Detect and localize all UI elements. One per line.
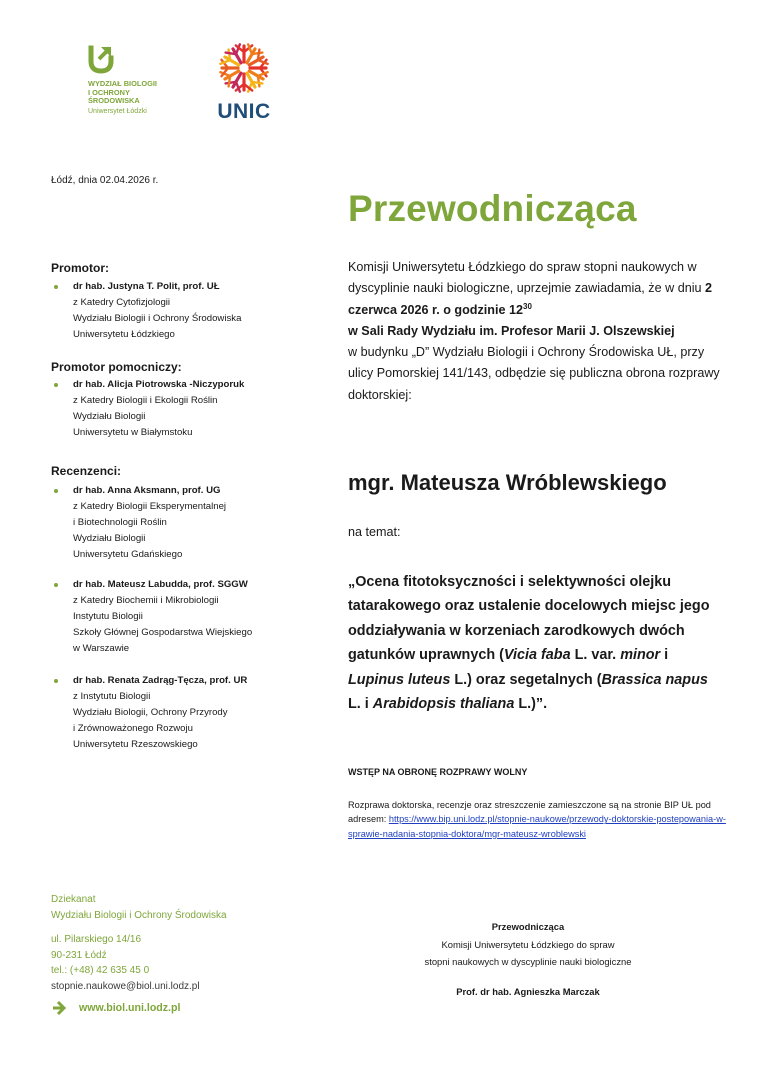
reviewer-entry — [51, 483, 301, 563]
reviewer-line: Wydziału Biologii, Ochrony Przyrody — [73, 707, 228, 718]
page-title: Przewodnicząca — [348, 188, 637, 229]
reviewer-line: Wydziału Biologii — [73, 533, 146, 544]
footer-website[interactable] — [51, 1000, 180, 1016]
defense-place: w Sali Rady Wydziału im. Profesor Marii J. Olszewskiej — [348, 323, 675, 338]
bullet-icon — [54, 383, 58, 387]
signature-line: stopni naukowych w dyscyplinie nauki biologiczne — [424, 956, 632, 968]
co-promotor-heading: Promotor pomocniczy: — [51, 360, 182, 374]
footer-street: ul. Pilarskiego 14/16 — [51, 934, 142, 946]
bullet-icon — [54, 285, 58, 289]
footer-contact — [51, 892, 227, 995]
promotor-line: Wydziału Biologii i Ochrony Środowiska — [73, 313, 242, 324]
reviewer-entry — [51, 673, 301, 753]
bullet-icon — [54, 583, 58, 587]
bullet-icon — [54, 679, 58, 683]
bip-text: Rozprawa doktorska, recenzje oraz streszczenie zamieszczone są na stronie BIP UŁ pod adresem: — [348, 800, 711, 825]
entry-note: WSTĘP NA OBRONĘ ROZPRAWY WOLNY — [348, 767, 528, 777]
promotor-heading: Promotor: — [51, 261, 109, 275]
reviewer-line: Szkoły Głównej Gospodarstwa Wiejskiego — [73, 627, 253, 638]
co-promotor-entry — [51, 377, 301, 441]
reviewer-entry — [51, 577, 301, 657]
reviewer-line: z Instytutu Biologii — [73, 691, 151, 702]
announcement-details: w budynku „D” Wydziału Biologii i Ochrony Środowiska UŁ, przy ulicy Pomorskiej 141/143, odbędzie się publiczna obrona rozprawy doktorskiej: — [348, 345, 720, 402]
footer-phone: tel.: (+48) 42 635 45 0 — [51, 965, 150, 977]
website-link[interactable]: www.biol.uni.lodz.pl — [79, 1002, 181, 1014]
promotor-entry — [51, 279, 301, 343]
defense-date: 2 czerwca 2026 r. o godzinie 12 — [348, 281, 713, 317]
faculty-logo-university: Uniwersytet Łódzki — [88, 107, 147, 115]
signature-block — [390, 918, 666, 1000]
faculty-logo-name: WYDZIAŁ BIOLOGII I OCHRONY ŚRODOWISKA — [88, 79, 157, 106]
faculty-logo-icon — [88, 44, 114, 74]
faculty-logo — [88, 44, 178, 116]
footer-city: 90-231 Łódź — [51, 949, 107, 961]
reviewer-name: dr hab. Mateusz Labudda, prof. SGGW — [73, 579, 248, 590]
co-promotor-line: z Katedry Biologii i Ekologii Roślin — [73, 395, 218, 406]
reviewer-line: z Katedry Biochemii i Mikrobiologii — [73, 595, 219, 606]
document-date: Łódź, dnia 02.04.2026 r. — [51, 175, 159, 186]
arrow-right-icon — [51, 1000, 67, 1016]
candidate-name: mgr. Mateusza Wróblewskiego — [348, 470, 667, 495]
unic-star-icon — [216, 40, 272, 96]
reviewer-line: Uniwersytetu Rzeszowskiego — [73, 739, 198, 750]
thesis-title: „Ocena fitotoksyczności i selektywności olejku tatarakowego oraz ustalenie docelowych miejsc jego oddziaływania w korzeniach zarodkowych dwóch gatunków uprawnych (Vicia faba L. var. minor i Lupinus luteus L.) oraz segetalnych (Brassica napus L. i Arabidopsis thaliana L.)”. — [348, 574, 710, 713]
co-promotor-line: Wydziału Biologii — [73, 411, 146, 422]
footer-faculty: Wydziału Biologii i Ochrony Środowiska — [51, 909, 227, 921]
on-topic-label: na temat: — [348, 525, 401, 539]
reviewer-line: w Warszawie — [73, 643, 130, 654]
promotor-name: dr hab. Justyna T. Polit, prof. UŁ — [73, 281, 220, 292]
reviewer-name: dr hab. Renata Zadrąg-Tęcza, prof. UR — [73, 675, 248, 686]
bip-info — [348, 798, 728, 841]
promotor-line: Uniwersytetu Łódzkiego — [73, 329, 175, 340]
co-promotor-line: Uniwersytetu w Białymstoku — [73, 427, 193, 438]
signature-role: Przewodnicząca — [491, 921, 565, 932]
reviewer-name: dr hab. Anna Aksmann, prof. UG — [73, 485, 221, 496]
reviewers-heading: Recenzenci: — [51, 464, 122, 478]
signature-name: Prof. dr hab. Agnieszka Marczak — [456, 985, 600, 997]
announcement-intro: Komisji Uniwersytetu Łódzkiego do spraw stopni naukowych w dyscyplinie nauki biologiczne, uprzejmie zawiadamia, że w dniu — [348, 260, 706, 296]
bullet-icon — [54, 489, 58, 493]
reviewer-line: i Zrównoważonego Rozwoju — [73, 723, 193, 734]
reviewer-line: z Katedry Biologii Eksperymentalnej — [73, 501, 227, 512]
announcement — [348, 257, 720, 406]
promotor-line: z Katedry Cytofizjologii — [73, 297, 171, 308]
footer-office: Dziekanat — [51, 894, 96, 905]
unic-logo — [214, 40, 274, 123]
defense-minutes: 30 — [523, 301, 532, 311]
reviewer-line: Instytutu Biologii — [73, 611, 143, 622]
unic-logo-text: UNIC — [217, 100, 271, 123]
reviewer-line: i Biotechnologii Roślin — [73, 517, 167, 528]
bip-link[interactable]: https://www.bip.uni.lodz.pl/stopnie-naukowe/przewody-doktorskie-postepowania-w-sprawie-nadania-stopnia-doktora/mgr-mateusz-wroblewski — [348, 814, 726, 839]
footer-email[interactable]: stopnie.naukowe@biol.uni.lodz.pl — [51, 980, 200, 992]
co-promotor-name: dr hab. Alicja Piotrowska -Niczyporuk — [73, 379, 245, 390]
signature-line: Komisji Uniwersytetu Łódzkiego do spraw — [441, 938, 615, 950]
reviewer-line: Uniwersytetu Gdańskiego — [73, 549, 183, 560]
